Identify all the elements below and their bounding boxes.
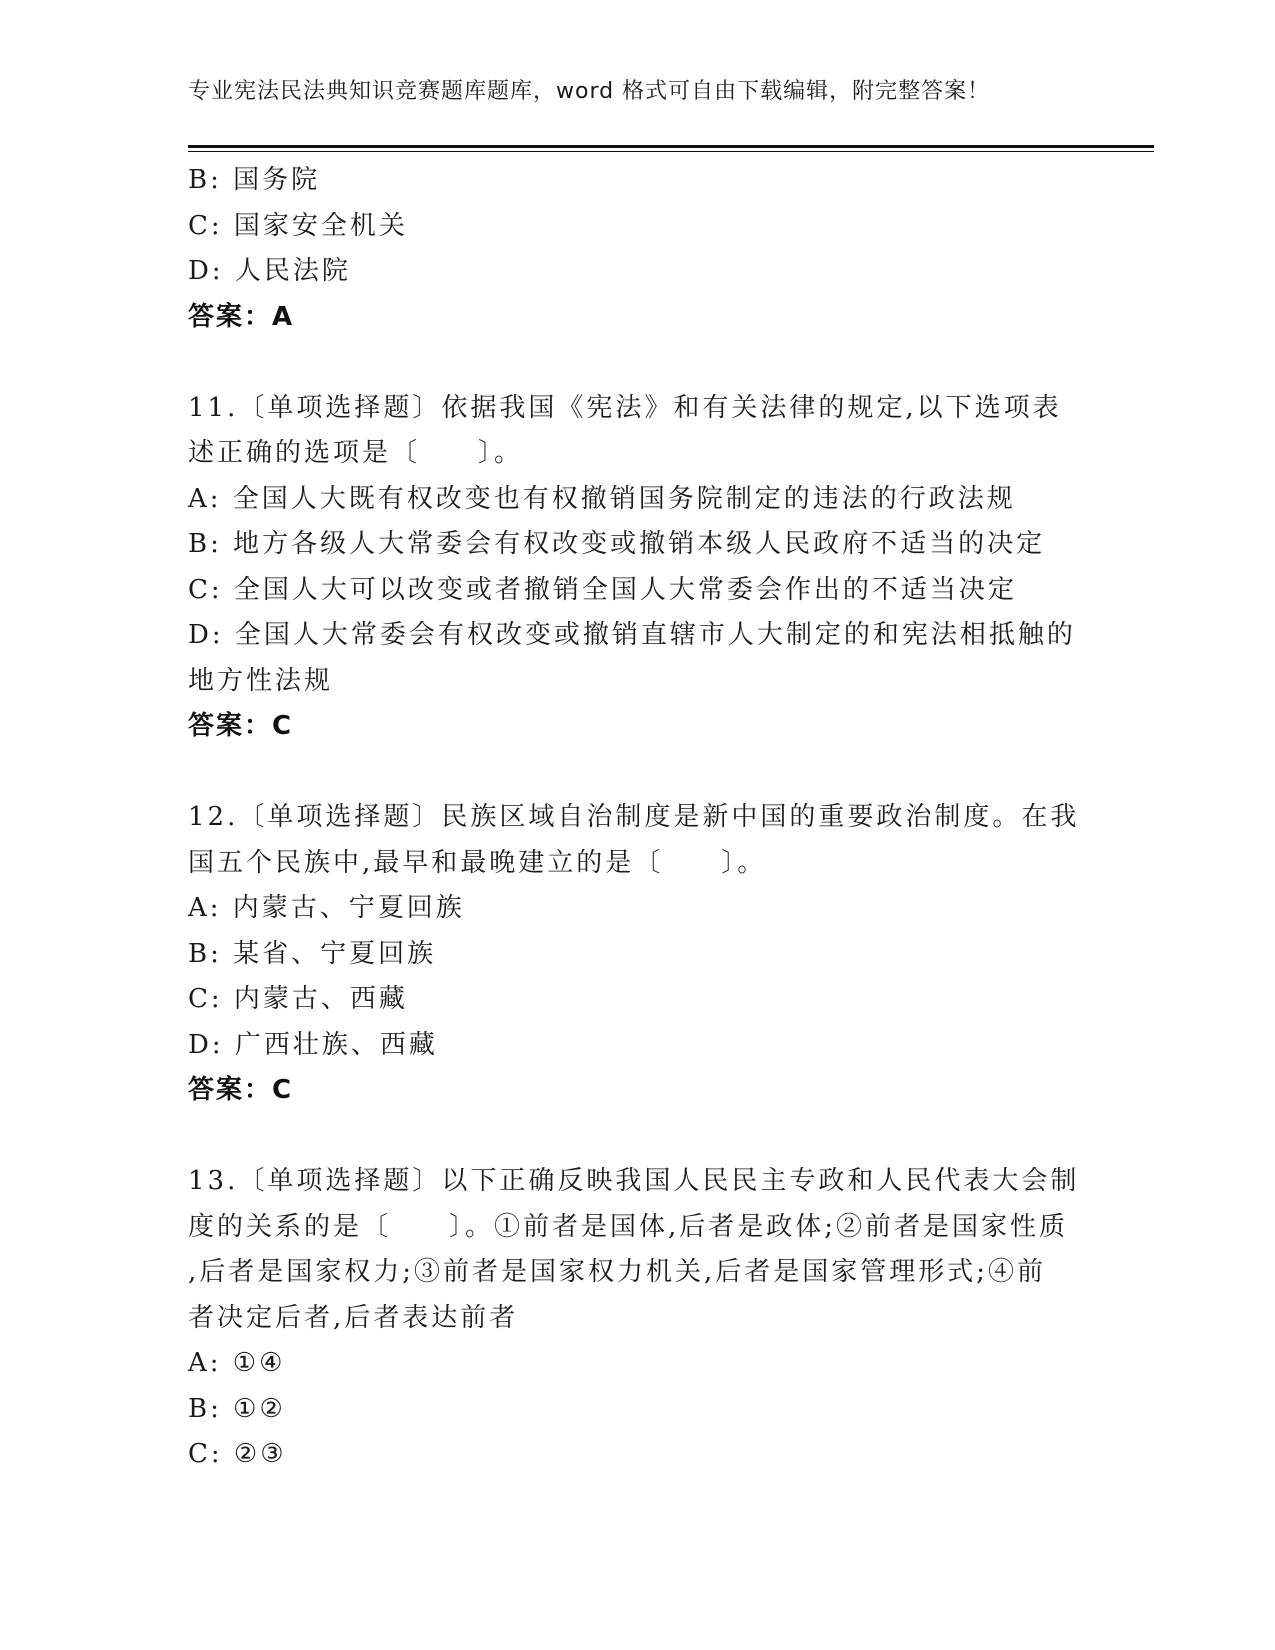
q13-stem-line-1: 13.〔单项选择题〕以下正确反映我国人民民主专政和人民代表大会制 xyxy=(188,1166,1080,1196)
q11-stem-line-2: 述正确的选项是〔 〕。 xyxy=(188,438,524,468)
q11-option-c: C: 全国人大可以改变或者撤销全国人大常委会作出的不适当决定 xyxy=(188,574,1017,605)
q12-option-c: C: 内蒙古、西藏 xyxy=(188,984,408,1014)
page-header: 专业宪法民法典知识竞赛题库题库，word 格式可自由下载编辑，附完整答案！ xyxy=(188,79,991,104)
q10-option-c: C: 国家安全机关 xyxy=(188,210,408,241)
question-13-block xyxy=(188,1159,1088,1478)
spacer xyxy=(188,750,1088,796)
q11-stem-line-1: 11.〔单项选择题〕依据我国《宪法》和有关法律的规定,以下选项表 xyxy=(188,392,1062,423)
q12-option-d: D: 广西壮族、西藏 xyxy=(188,1029,438,1060)
q11-answer: 答案：C xyxy=(188,711,294,741)
spacer xyxy=(188,1114,1088,1160)
q11-option-d-line-2: 地方性法规 xyxy=(188,665,334,696)
spacer xyxy=(188,340,1088,386)
q13-stem-line-2: 度的关系的是〔 〕。①前者是国体,后者是政体;②前者是国家性质 xyxy=(188,1211,1069,1242)
q13-option-c: C: ②③ xyxy=(188,1439,287,1469)
q12-option-b: B: 某省、宁夏回族 xyxy=(188,938,437,969)
header-divider-thin xyxy=(188,151,1154,152)
q13-stem-line-3: ,后者是国家权力;③前者是国家权力机关,后者是国家管理形式;④前 xyxy=(188,1257,1047,1287)
q13-stem-line-4: 者决定后者,后者表达前者 xyxy=(188,1302,519,1333)
q13-option-a: A: ①④ xyxy=(188,1348,286,1378)
q10-option-b: B: 国务院 xyxy=(188,165,321,195)
q11-option-d-line-1: D: 全国人大常委会有权改变或撤销直辖市人大制定的和宪法相抵触的 xyxy=(188,620,1076,650)
q10-option-d: D: 人民法院 xyxy=(188,256,351,286)
q11-option-a: A: 全国人大既有权改变也有权撤销国务院制定的违法的行政法规 xyxy=(188,483,1016,514)
q11-option-b: B: 地方各级人大常委会有权改变或撤销本级人民政府不适当的决定 xyxy=(188,529,1046,559)
question-12-block xyxy=(188,795,1088,1114)
q12-option-a: A: 内蒙古、宁夏回族 xyxy=(188,893,465,923)
question-content xyxy=(188,158,1088,1478)
header-divider-thick xyxy=(188,145,1154,148)
q10-answer: 答案：A xyxy=(188,301,295,332)
q13-option-b: B: ①② xyxy=(188,1393,286,1424)
q12-stem-line-1: 12.〔单项选择题〕民族区域自治制度是新中国的重要政治制度。在我 xyxy=(188,802,1080,832)
question-11-block xyxy=(188,386,1088,750)
q12-answer: 答案：C xyxy=(188,1075,294,1105)
q12-stem-line-2: 国五个民族中,最早和最晚建立的是〔 〕。 xyxy=(188,847,767,878)
question-10-block xyxy=(188,158,1088,340)
